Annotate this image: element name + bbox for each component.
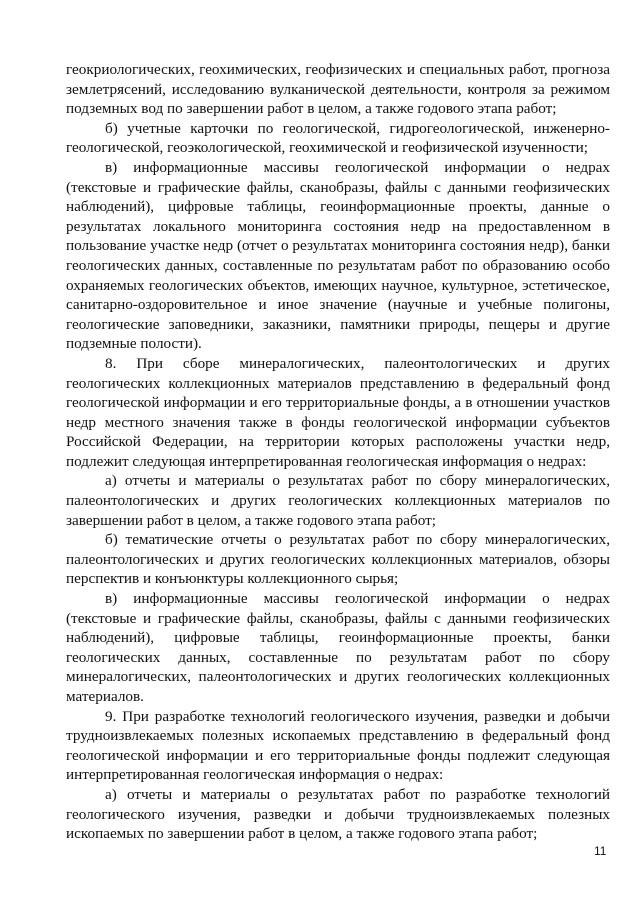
- paragraph-section-9-item-a: а) отчеты и материалы о результатах работ по разработке технологий геологического изучения, разведки и добычи трудноизвлекаемых полезных ископаемых по завершении работ в целом, а также годового этапа работ;: [66, 785, 610, 843]
- paragraph-section-9: 9. При разработке технологий геологического изучения, разведки и добычи трудноизвлекаемых полезных ископаемых представлению в федеральный фонд геологической информации и его территориальные фонды подлежит следующая интерпретированная геологическая информация о недрах:: [66, 707, 610, 784]
- paragraph-item-b-registration-cards: б) учетные карточки по геологической, гидрогеологической, инженерно-геологической, геоэкологической, геохимической и геофизической изученности;: [66, 119, 610, 157]
- document-body: [66, 60, 610, 844]
- paragraph-continuation: геокриологических, геохимических, геофизических и специальных работ, прогноза землетрясений, исследованию вулканической деятельности, контроля за режимом подземных вод по завершении работ в целом, а также годового этапа работ;: [66, 61, 610, 118]
- paragraph-section-8: 8. При сборе минералогических, палеонтологических и других геологических коллекционных материалов представлению в федеральный фонд геологической информации и его территориальные фонды, а в отношении участков недр местного значения также в фонды геологической информации субъектов Российской Федерации, на территории которых расположены участки недр, подлежит следующая интерпретированная геологическая информация о недрах:: [66, 354, 610, 470]
- paragraph-section-8-item-b: б) тематические отчеты о результатах работ по сбору минералогических, палеонтологических и других геологических коллекционных материалов, обзоры перспектив и конъюнктуры коллекционного сырья;: [66, 531, 610, 588]
- paragraph-section-8-item-a: а) отчеты и материалы о результатах работ по сбору минералогических, палеонтологических и других геологических коллекционных материалов по завершении работ в целом, а также годового этапа работ;: [66, 472, 610, 529]
- paragraph-item-v-information-arrays: в) информационные массивы геологической информации о недрах (текстовые и графические файлы, сканобразы, файлы с данными геофизических наблюдений), цифровые таблицы, геоинформационные проекты, данные о результатах локального мониторинга состояния недр на предоставленном в пользование участке недр (отчет о результатах мониторинга состояния недр), банки геологических данных, составленные по результатам работ по образованию особо охраняемых геологических объектов, имеющих научное, культурное, эстетическое, санитарно-оздоровительное и иное значение (научные и учебные полигоны, геологические заповедники, заказники, памятники природы, пещеры и другие подземные полости).: [66, 158, 610, 353]
- paragraph-section-8-item-v: в) информационные массивы геологической информации о недрах (текстовые и графические файлы, сканобразы, файлы с данными геофизических наблюдений), цифровые таблицы, геоинформационные проекты, банки геологических данных, составленные по результатам работ по сбору минералогических, палеонтологических и других геологических коллекционных материалов.: [66, 590, 610, 705]
- page-number: 11: [594, 844, 607, 858]
